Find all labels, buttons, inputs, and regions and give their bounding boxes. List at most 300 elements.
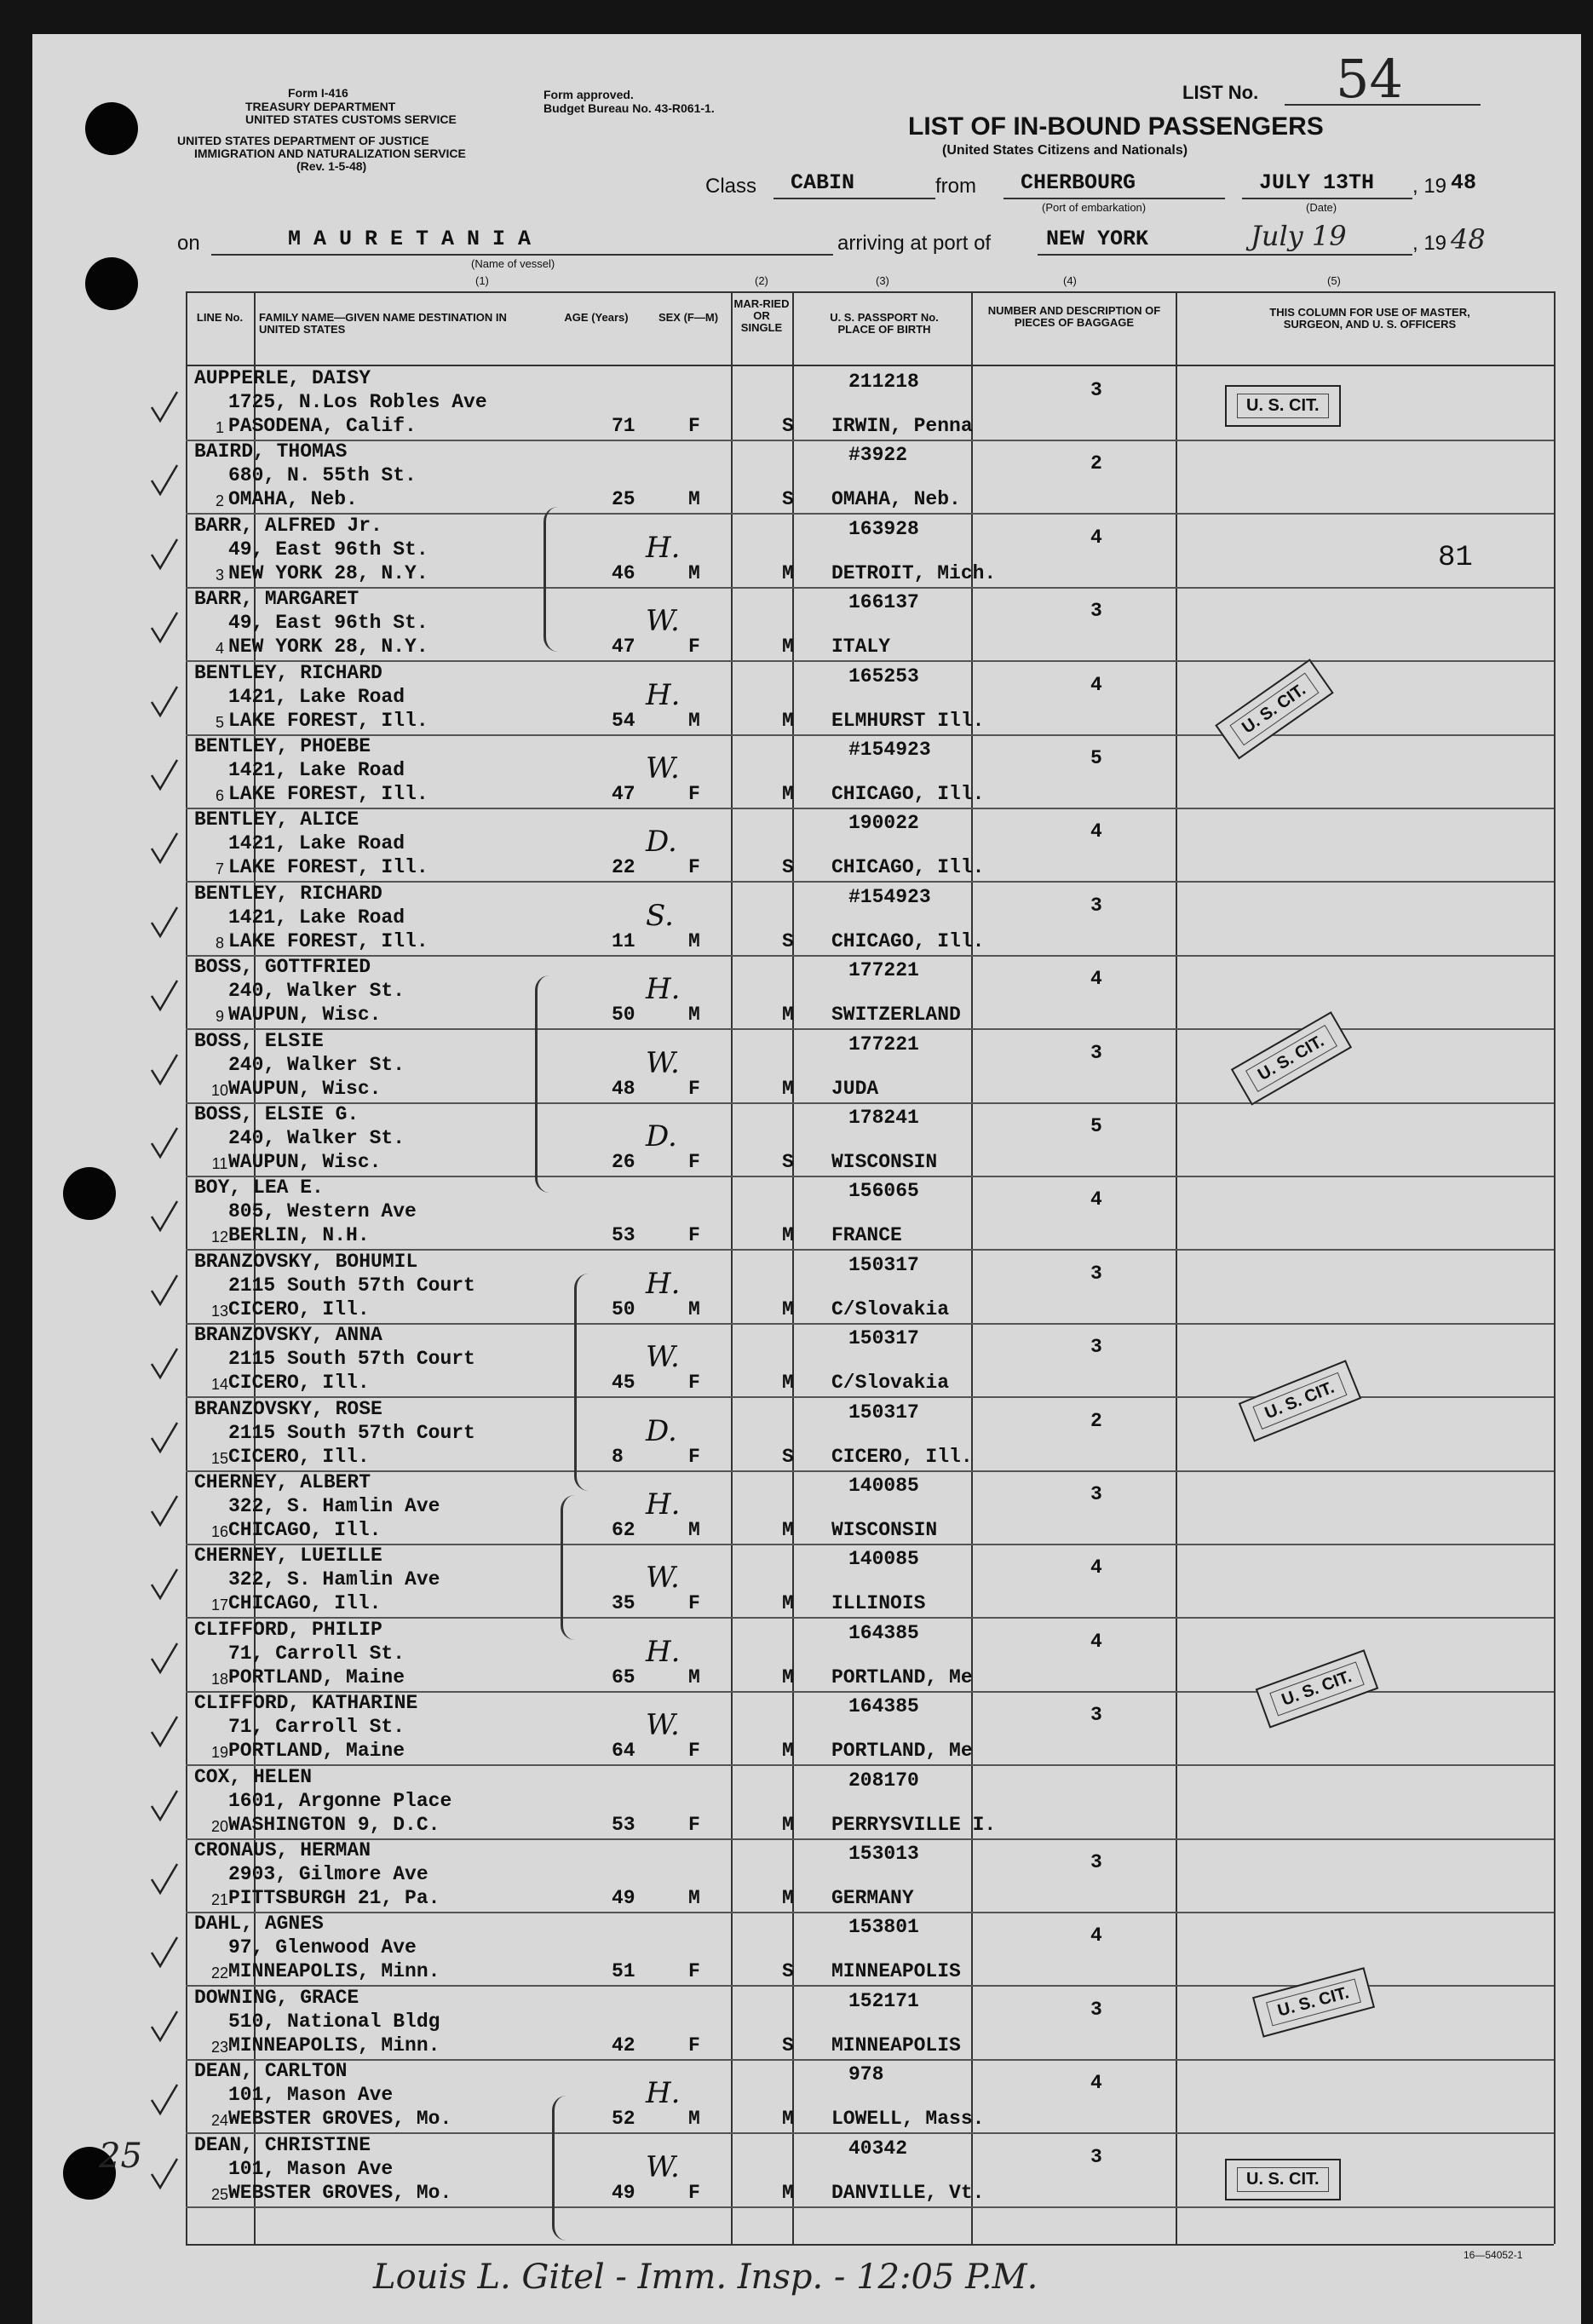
sex-cell: F (688, 783, 700, 805)
age-cell: 8 (612, 1445, 624, 1468)
sex-cell: M (688, 488, 700, 511)
marital-status-cell: M (782, 1372, 794, 1395)
passenger-name: BOSS, ELSIE G. (194, 1103, 359, 1125)
us-citizen-stamp: U. S. CIT. (1215, 659, 1333, 760)
place-of-birth: PERRYSVILLE I. (831, 1813, 997, 1836)
passport-number: 150317 (848, 1253, 919, 1276)
place-of-birth: ILLINOIS (831, 1592, 926, 1615)
arrival-port: NEW YORK (1046, 227, 1149, 251)
age-cell: 46 (612, 561, 635, 584)
marital-status-cell: M (782, 2108, 794, 2131)
approved-label: Form approved. (543, 88, 634, 101)
table-row (186, 1765, 1554, 1840)
age-cell: 53 (612, 1224, 635, 1247)
check-mark-icon (148, 388, 179, 426)
address-line: 97, Glenwood Ave (228, 1936, 417, 1959)
passport-number: 164385 (848, 1695, 919, 1718)
place-of-birth: JUDA (831, 1077, 879, 1100)
destination-city: NEW YORK 28, N.Y. (228, 636, 428, 659)
passenger-name: CLIFFORD, KATHARINE (194, 1692, 418, 1715)
class-value: CABIN (791, 170, 855, 195)
baggage-count: 3 (1090, 1851, 1102, 1873)
check-mark-icon (148, 2008, 179, 2045)
col-baggage-heading: NUMBER AND DESCRIPTION OF PIECES OF BAGGAGE (987, 304, 1161, 329)
passenger-name: BENTLEY, ALICE (194, 808, 359, 831)
inspector-signature: Louis L. Gitel - Imm. Insp. - 12:05 P.M. (373, 2258, 1038, 2297)
place-of-birth: CHICAGO, Ill. (831, 856, 985, 879)
table-row (186, 1470, 1554, 1545)
sex-cell: F (688, 1813, 700, 1836)
rev-label: (Rev. 1-5-48) (296, 159, 367, 173)
vessel-line (211, 254, 833, 256)
passport-number: 208170 (848, 1769, 919, 1792)
sex-cell: F (688, 1372, 700, 1395)
address-line: 322, S. Hamlin Ave (228, 1495, 440, 1517)
passport-number: 177221 (848, 1033, 919, 1056)
destination-city: PASODENA, Calif. (228, 415, 417, 437)
line-number: 4 (215, 640, 224, 658)
destination-city: CHICAGO, Ill. (228, 1592, 382, 1615)
place-of-birth: CICERO, Ill. (831, 1445, 973, 1468)
passenger-name: CRONAUS, HERMAN (194, 1839, 371, 1861)
on-label: on (177, 232, 200, 255)
us-citizen-stamp: U. S. CIT. (1252, 1967, 1375, 2037)
check-mark-icon (148, 683, 179, 721)
check-mark-icon (148, 1419, 179, 1457)
customs-label: UNITED STATES CUSTOMS SERVICE (245, 112, 457, 126)
count-note: 25 (99, 2137, 142, 2176)
punch-hole (63, 1167, 116, 1220)
baggage-count: 3 (1090, 894, 1102, 917)
baggage-count: 5 (1090, 747, 1102, 769)
check-mark-icon (148, 2081, 179, 2119)
passenger-name: BENTLEY, PHOEBE (194, 735, 371, 757)
form-number: Form I-416 (288, 86, 348, 100)
col-sex-heading: SEX (F—M) (658, 311, 719, 324)
line-number: 8 (215, 934, 224, 952)
sex-cell: F (688, 2034, 700, 2057)
check-mark-icon (148, 1934, 179, 1971)
marital-status-cell: M (782, 561, 794, 584)
check-mark-icon (148, 1345, 179, 1383)
relation-mark: H. (646, 1266, 681, 1301)
list-title: LIST OF IN-BOUND PASSENGERS (908, 112, 1324, 141)
place-of-birth: WISCONSIN (831, 1519, 938, 1541)
age-cell: 54 (612, 709, 635, 732)
age-cell: 47 (612, 636, 635, 659)
line-number: 12 (210, 1228, 229, 1246)
passenger-name: BRANZOVSKY, BOHUMIL (194, 1250, 418, 1273)
sex-cell: M (688, 1004, 700, 1027)
family-brace (543, 507, 558, 652)
line-number: 23 (210, 2038, 229, 2056)
passenger-name: BARR, ALFRED Jr. (194, 514, 382, 537)
place-of-birth: OMAHA, Neb. (831, 488, 961, 511)
list-no-label: LIST No. (1182, 82, 1259, 103)
col-num-3: (3) (876, 274, 889, 287)
check-mark-icon (148, 536, 179, 573)
address-line: 510, National Bldg (228, 2010, 440, 2033)
us-citizen-stamp: U. S. CIT. (1225, 385, 1341, 427)
passenger-name: CHERNEY, ALBERT (194, 1471, 371, 1493)
place-of-birth: LOWELL, Mass. (831, 2108, 985, 2131)
marital-status-cell: M (782, 709, 794, 732)
line-number: 15 (210, 1449, 229, 1467)
passenger-name: BRANZOVSKY, ANNA (194, 1324, 382, 1347)
baggage-count: 3 (1090, 1262, 1102, 1285)
passenger-list-sheet (32, 34, 1581, 2324)
destination-city: CICERO, Ill. (228, 1297, 370, 1320)
class-line (773, 198, 935, 199)
passport-number: 166137 (848, 591, 919, 614)
marital-status-cell: M (782, 1297, 794, 1320)
address-line: 240, Walker St. (228, 1127, 405, 1149)
family-brace (561, 1495, 575, 1640)
address-line: 240, Walker St. (228, 1053, 405, 1076)
check-mark-icon (148, 977, 179, 1015)
class-label: Class (705, 175, 757, 198)
sex-cell: F (688, 1960, 700, 1983)
from-value: CHERBOURG (1021, 170, 1136, 195)
port-embark-caption: (Port of embarkation) (1042, 201, 1147, 214)
address-line: 1601, Argonne Place (228, 1789, 452, 1812)
passport-number: 164385 (848, 1621, 919, 1644)
baggage-count: 4 (1090, 673, 1102, 696)
col-rule (1554, 291, 1556, 2244)
age-cell: 51 (612, 1960, 635, 1983)
marital-status-cell: M (782, 1077, 794, 1100)
line-number: 10 (210, 1081, 229, 1099)
marital-status-cell: M (782, 783, 794, 805)
line-number: 20 (210, 1817, 229, 1835)
passenger-name: COX, HELEN (194, 1765, 313, 1788)
destination-city: WEBSTER GROVES, Mo. (228, 2108, 452, 2131)
treasury-label: TREASURY DEPARTMENT (245, 100, 396, 113)
line-number: 13 (210, 1302, 229, 1320)
passenger-name: AUPPERLE, DAISY (194, 367, 371, 389)
table-row (186, 808, 1554, 883)
passport-number: 190022 (848, 812, 919, 835)
line-number: 22 (210, 1964, 229, 1982)
baggage-count: 3 (1090, 2145, 1102, 2168)
passport-number: 153801 (848, 1916, 919, 1939)
sex-cell: F (688, 1077, 700, 1100)
relation-mark: W. (646, 1340, 680, 1375)
place-of-birth: WISCONSIN (831, 1151, 938, 1173)
relation-mark: H. (646, 972, 681, 1007)
address-line: 2115 South 57th Court (228, 1274, 475, 1297)
baggage-count: 4 (1090, 526, 1102, 549)
passport-number: 156065 (848, 1180, 919, 1203)
address-line: 322, S. Hamlin Ave (228, 1568, 440, 1591)
arrival-date-line (1242, 254, 1412, 256)
passport-number: 178241 (848, 1107, 919, 1129)
destination-city: LAKE FOREST, Ill. (228, 783, 428, 805)
col-line-heading: LINE No. (196, 311, 244, 324)
place-of-birth: FRANCE (831, 1224, 902, 1247)
baggage-count: 4 (1090, 1556, 1102, 1579)
marital-status-cell: S (782, 1445, 794, 1468)
relation-mark: S. (646, 898, 674, 933)
passport-number: 140085 (848, 1475, 919, 1497)
line-number: 5 (215, 713, 224, 731)
family-brace (552, 2096, 566, 2241)
arrival-port-line (1038, 254, 1251, 256)
vessel-name: M A U R E T A N I A (288, 227, 532, 251)
relation-mark: H. (646, 1634, 681, 1669)
address-line: 71, Carroll St. (228, 1642, 405, 1665)
table-row (186, 366, 1554, 441)
list-no-value: 54 (1336, 48, 1403, 110)
destination-city: OMAHA, Neb. (228, 488, 358, 511)
passenger-name: BARR, MARGARET (194, 588, 359, 611)
line-number: 24 (210, 2112, 229, 2130)
age-cell: 65 (612, 1665, 635, 1688)
relation-mark: H. (646, 530, 681, 565)
relation-mark: W. (646, 2149, 680, 2184)
age-cell: 52 (612, 2108, 635, 2131)
passenger-name: BENTLEY, RICHARD (194, 661, 382, 684)
destination-city: MINNEAPOLIS, Minn. (228, 1960, 440, 1983)
marital-status-cell: M (782, 636, 794, 659)
destination-city: PORTLAND, Maine (228, 1740, 405, 1763)
departure-date: JULY 13TH (1259, 170, 1375, 195)
passport-number: 163928 (848, 517, 919, 540)
arrival-year-prefix: , 19 (1412, 232, 1447, 255)
sex-cell: M (688, 709, 700, 732)
destination-city: PITTSBURGH 21, Pa. (228, 1887, 440, 1909)
check-mark-icon (148, 904, 179, 941)
line-number: 9 (215, 1008, 224, 1026)
age-cell: 25 (612, 488, 635, 511)
sex-cell: F (688, 636, 700, 659)
table-row (186, 1691, 1554, 1766)
passenger-name: CLIFFORD, PHILIP (194, 1618, 382, 1641)
relation-mark: H. (646, 2076, 681, 2111)
col-num-4: (4) (1063, 274, 1077, 287)
age-cell: 45 (612, 1372, 635, 1395)
destination-city: CHICAGO, Ill. (228, 1519, 382, 1541)
place-of-birth: C/Slovakia (831, 1372, 950, 1395)
table-row (186, 661, 1554, 736)
baggage-count: 3 (1090, 1336, 1102, 1359)
baggage-count: 4 (1090, 1188, 1102, 1211)
destination-city: WAUPUN, Wisc. (228, 1077, 382, 1100)
baggage-count: 3 (1090, 1998, 1102, 2021)
justice-label: UNITED STATES DEPARTMENT OF JUSTICE (177, 134, 429, 147)
age-cell: 49 (612, 2181, 635, 2204)
line-number: 19 (210, 1744, 229, 1762)
relation-mark: W. (646, 1561, 680, 1596)
marital-status-cell: M (782, 1224, 794, 1247)
age-cell: 49 (612, 1887, 635, 1909)
address-line: 49, East 96th St. (228, 538, 428, 561)
passport-number: 40342 (848, 2137, 908, 2160)
address-line: 1725, N.Los Robles Ave (228, 391, 487, 413)
col-name-heading: FAMILY NAME—GIVEN NAME DESTINATION IN UNITED STATES (259, 311, 507, 336)
address-line: 1421, Lake Road (228, 906, 405, 929)
passport-number: 978 (848, 2063, 884, 2086)
line-number: 7 (215, 860, 224, 878)
baggage-count: 3 (1090, 1041, 1102, 1064)
check-mark-icon (148, 2155, 179, 2193)
line-number: 17 (210, 1596, 229, 1614)
table-row (186, 882, 1554, 957)
relation-mark: W. (646, 604, 680, 639)
passenger-name: BENTLEY, RICHARD (194, 882, 382, 905)
marital-status-cell: M (782, 1004, 794, 1027)
arrival-year-suffix: 48 (1451, 223, 1486, 256)
table-row (186, 1397, 1554, 1472)
age-cell: 50 (612, 1297, 635, 1320)
table-row (186, 1250, 1554, 1325)
check-mark-icon (148, 1272, 179, 1309)
col-num-5: (5) (1327, 274, 1341, 287)
destination-city: CICERO, Ill. (228, 1372, 370, 1395)
marital-status-cell: M (782, 1740, 794, 1763)
marital-status-cell: M (782, 1887, 794, 1909)
baggage-count: 2 (1090, 1409, 1102, 1432)
marital-status-cell: S (782, 929, 794, 952)
baggage-count: 4 (1090, 1924, 1102, 1947)
sex-cell: M (688, 1887, 700, 1909)
age-cell: 48 (612, 1077, 635, 1100)
destination-city: WASHINGTON 9, D.C. (228, 1813, 440, 1836)
destination-city: BERLIN, N.H. (228, 1224, 370, 1247)
baggage-count: 4 (1090, 968, 1102, 991)
family-brace (535, 975, 549, 1193)
age-cell: 11 (612, 929, 635, 952)
table-row (186, 514, 1554, 589)
check-mark-icon (148, 1125, 179, 1162)
relation-mark: W. (646, 1708, 680, 1743)
from-line (1004, 198, 1225, 199)
relation-mark: H. (646, 1487, 681, 1522)
passenger-name: DAHL, AGNES (194, 1913, 324, 1936)
check-mark-icon (148, 756, 179, 794)
sex-cell: F (688, 1592, 700, 1615)
destination-city: WAUPUN, Wisc. (228, 1004, 382, 1027)
relation-mark: D. (646, 825, 677, 860)
table-row (186, 734, 1554, 809)
address-line: 101, Mason Ave (228, 2084, 394, 2107)
check-mark-icon (148, 1787, 179, 1825)
check-mark-icon (148, 1493, 179, 1530)
sex-cell: M (688, 1665, 700, 1688)
relation-mark: W. (646, 751, 680, 785)
marital-status-cell: M (782, 1813, 794, 1836)
passport-number: 152171 (848, 1989, 919, 2012)
place-of-birth: DANVILLE, Vt. (831, 2181, 985, 2204)
passenger-name: BOY, LEA E. (194, 1176, 324, 1199)
col-officers-heading: THIS COLUMN FOR USE OF MASTER, SURGEON, AND U. S. OFFICERS (1269, 306, 1470, 331)
place-of-birth: CHICAGO, Ill. (831, 929, 985, 952)
sex-cell: F (688, 415, 700, 437)
age-cell: 62 (612, 1519, 635, 1541)
passenger-name: DOWNING, GRACE (194, 1986, 359, 2009)
destination-city: PORTLAND, Maine (228, 1665, 405, 1688)
table-row (186, 1102, 1554, 1177)
check-mark-icon (148, 1640, 179, 1677)
address-line: 49, East 96th St. (228, 612, 428, 635)
baggage-count: 5 (1090, 1115, 1102, 1137)
date-caption: (Date) (1306, 201, 1337, 214)
baggage-count: 3 (1090, 379, 1102, 401)
passenger-name: CHERNEY, LUEILLE (194, 1545, 382, 1568)
age-cell: 35 (612, 1592, 635, 1615)
address-line: 680, N. 55th St. (228, 464, 417, 487)
marital-status-cell: M (782, 1665, 794, 1688)
line-number: 14 (210, 1376, 229, 1394)
sex-cell: M (688, 561, 700, 584)
destination-city: LAKE FOREST, Ill. (228, 929, 428, 952)
address-line: 1421, Lake Road (228, 759, 405, 781)
destination-city: CICERO, Ill. (228, 1445, 370, 1468)
us-citizen-stamp: U. S. CIT. (1231, 1011, 1352, 1105)
col-passport-heading: U. S. PASSPORT No. PLACE OF BIRTH (830, 311, 939, 336)
passport-number: #154923 (848, 885, 931, 908)
marital-status-cell: M (782, 1592, 794, 1615)
line-number: 3 (215, 566, 224, 584)
address-line: 1421, Lake Road (228, 832, 405, 855)
year-suffix: 48 (1451, 170, 1477, 195)
age-cell: 50 (612, 1004, 635, 1027)
marital-status-cell: S (782, 1151, 794, 1173)
ins-label: IMMIGRATION AND NATURALIZATION SERVICE (194, 147, 466, 160)
age-cell: 47 (612, 783, 635, 805)
address-line: 101, Mason Ave (228, 2157, 394, 2180)
relation-mark: D. (646, 1413, 677, 1448)
sex-cell: F (688, 1224, 700, 1247)
relation-mark: D. (646, 1119, 677, 1153)
line-number: 1 (215, 419, 224, 436)
table-bottom-rule (186, 2244, 1554, 2246)
vessel-caption: (Name of vessel) (471, 257, 555, 270)
place-of-birth: SWITZERLAND (831, 1004, 961, 1027)
line-number: 6 (215, 787, 224, 804)
passenger-name: BOSS, GOTTFRIED (194, 956, 371, 979)
place-of-birth: IRWIN, Penna (831, 415, 973, 437)
passport-number: 211218 (848, 371, 919, 393)
place-of-birth: PORTLAND, Me (831, 1665, 973, 1688)
sex-cell: M (688, 1297, 700, 1320)
table-row (186, 1544, 1554, 1619)
destination-city: LAKE FOREST, Ill. (228, 856, 428, 879)
sex-cell: F (688, 2181, 700, 2204)
marital-status-cell: S (782, 856, 794, 879)
destination-city: MINNEAPOLIS, Minn. (228, 2034, 440, 2057)
baggage-count: 4 (1090, 820, 1102, 843)
table-row (186, 440, 1554, 515)
baggage-count: 3 (1090, 1483, 1102, 1505)
marital-status-cell: M (782, 1519, 794, 1541)
table-top-rule (186, 291, 1554, 293)
address-line: 71, Carroll St. (228, 1716, 405, 1739)
place-of-birth: PORTLAND, Me (831, 1740, 973, 1763)
list-subtitle: (United States Citizens and Nationals) (942, 143, 1188, 158)
date-line (1242, 198, 1412, 199)
table-row (186, 1176, 1554, 1251)
sex-cell: F (688, 856, 700, 879)
margin-note: 81 (1438, 542, 1473, 574)
baggage-count: 4 (1090, 1630, 1102, 1653)
passenger-name: BAIRD, THOMAS (194, 440, 348, 463)
marital-status-cell: S (782, 1960, 794, 1983)
place-of-birth: C/Slovakia (831, 1297, 950, 1320)
passport-number: 150317 (848, 1327, 919, 1350)
place-of-birth: ITALY (831, 636, 891, 659)
passport-number: 153013 (848, 1843, 919, 1865)
